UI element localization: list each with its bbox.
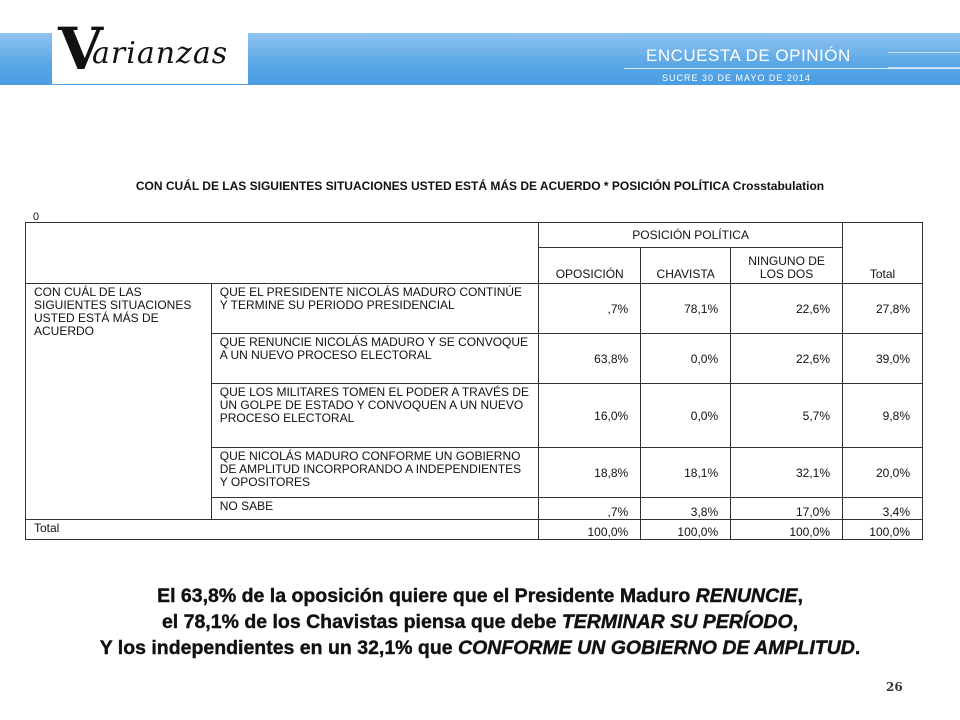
page-number: 26 xyxy=(886,680,903,694)
total-value: 100,0% xyxy=(843,520,923,540)
cell-value: 5,7% xyxy=(731,384,843,448)
table-row xyxy=(26,284,923,334)
row-label: QUE LOS MILITARES TOMEN EL PODER A TRAVÉS DE UN GOLPE DE ESTADO Y CONVOQUEN A UN NUEVO PROCESO ELECTORAL xyxy=(211,384,538,448)
row-label: QUE NICOLÁS MADURO CONFORME UN GOBIERNO DE AMPLITUD INCORPORANDO A INDEPENDIENTES Y OPOSITORES xyxy=(211,448,538,498)
cell-value: 22,6% xyxy=(731,284,843,334)
summary-emphasis: TERMINAR SU PERÍODO xyxy=(561,611,793,633)
col-header-oposicion: OPOSICIÓN xyxy=(539,248,641,284)
header-divider xyxy=(624,68,960,69)
row-label: QUE RENUNCIE NICOLÁS MADURO Y SE CONVOQUE A UN NUEVO PROCESO ELECTORAL xyxy=(211,334,538,384)
table-header-row xyxy=(26,223,923,248)
total-value: 100,0% xyxy=(539,520,641,540)
cell-value: 9,8% xyxy=(843,384,923,448)
table-title xyxy=(0,179,960,193)
cell-value: 27,8% xyxy=(843,284,923,334)
logo-word: arianzas xyxy=(92,36,229,71)
row-label: QUE EL PRESIDENTE NICOLÁS MADURO CONTINÚE Y TERMINE SU PERIODO PRESIDENCIAL xyxy=(211,284,538,334)
cell-value: 63,8% xyxy=(539,334,641,384)
cell-value: 18,1% xyxy=(641,448,731,498)
cell-value: ,7% xyxy=(539,284,641,334)
group-header: POSICIÓN POLÍTICA xyxy=(539,223,843,248)
cell-value: 3,4% xyxy=(843,498,923,520)
row-label: NO SABE xyxy=(211,498,538,520)
total-value: 100,0% xyxy=(731,520,843,540)
summary-text-run: El 63,8% de la oposición quiere que el Presidente Maduro xyxy=(157,585,696,607)
header-decoration xyxy=(888,52,960,68)
cell-value: 17,0% xyxy=(731,498,843,520)
summary-line-3 xyxy=(0,635,960,661)
logo-initial: V xyxy=(58,15,104,83)
variantes-logo xyxy=(52,15,248,84)
cell-value: 39,0% xyxy=(843,334,923,384)
table-corner-label: 0 xyxy=(33,211,40,223)
summary-text-run: el 78,1% de los Chavistas piensa que debe xyxy=(161,611,562,633)
table-title-main: CON CUÁL DE LAS SIGUIENTES SITUACIONES USTED ESTÁ MÁS DE ACUERDO * POSICIÓN POLÍTICA xyxy=(135,179,730,193)
header-subtitle: SUCRE 30 DE MAYO DE 2014 xyxy=(662,73,811,83)
row-variable-label: CON CUÁL DE LAS SIGUIENTES SITUACIONES USTED ESTÁ MÁS DE ACUERDO xyxy=(26,284,212,520)
cell-value: 0,0% xyxy=(641,334,731,384)
summary-emphasis: RENUNCIE xyxy=(695,585,798,607)
cell-value: 0,0% xyxy=(641,384,731,448)
table-total-row xyxy=(26,520,923,540)
header-title: ENCUESTA DE OPINIÓN xyxy=(646,46,851,65)
cell-value: 20,0% xyxy=(843,448,923,498)
table-title-suffix: Crosstabulation xyxy=(732,179,825,193)
cell-value: 18,8% xyxy=(539,448,641,498)
col-header-total: Total xyxy=(843,223,923,284)
summary-line-1 xyxy=(0,583,960,609)
table-corner-cell xyxy=(26,223,539,284)
cell-value: 78,1% xyxy=(641,284,731,334)
summary-emphasis: CONFORME UN GOBIERNO DE AMPLITUD xyxy=(458,637,855,659)
summary-text-run: , xyxy=(797,585,803,607)
cell-value: ,7% xyxy=(539,498,641,520)
total-row-label: Total xyxy=(26,520,539,540)
crosstab-table xyxy=(25,222,923,540)
cell-value: 22,6% xyxy=(731,334,843,384)
col-header-ninguno: NINGUNO DE LOS DOS xyxy=(731,248,843,284)
summary-text-run: . xyxy=(854,637,861,659)
summary-line-2 xyxy=(0,609,960,635)
summary-text xyxy=(0,583,960,661)
cell-value: 16,0% xyxy=(539,384,641,448)
cell-value: 3,8% xyxy=(641,498,731,520)
total-value: 100,0% xyxy=(641,520,731,540)
cell-value: 32,1% xyxy=(731,448,843,498)
col-header-chavista: CHAVISTA xyxy=(641,248,731,284)
summary-text-run: Y los independientes en un 32,1% que xyxy=(99,637,459,659)
summary-text-run: , xyxy=(792,611,799,633)
